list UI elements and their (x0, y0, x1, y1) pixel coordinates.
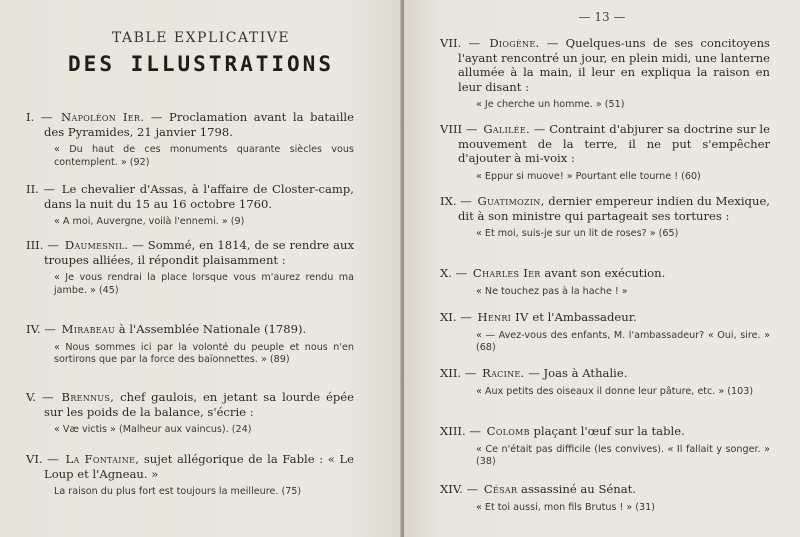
entry-name: Galilée. (483, 122, 530, 136)
entry-text: et l'Ambassadeur. (532, 310, 637, 324)
entry-name: La Fontaine, (65, 452, 140, 466)
entry-text: — Joas à Athalie. (528, 366, 628, 380)
entry-number: VI. — (26, 452, 59, 466)
table-title: TABLE EXPLICATIVE (111, 30, 291, 46)
entry-name: Racine. (482, 366, 525, 380)
entry-number: VIII — (440, 122, 478, 136)
entry-8 (440, 122, 770, 183)
entry-text: assassiné au Sénat. (521, 482, 636, 496)
entry-name: Daumesnil. (64, 238, 129, 252)
entry-quote: « Nous sommes ici par la volonté du peuple et nous n'en sortirons que par la force des baïonnettes. » (89) (54, 341, 354, 365)
page-number: — 13 — (578, 10, 626, 24)
entry-number: VII. — (440, 36, 481, 50)
entry-text: — Quelques-uns de ses concitoyens l'ayant rencontré un jour, en plein midi, une lanterne allumée à la main, il leur en expliqua la raison en leur disant : (458, 36, 771, 94)
right-page (404, 0, 800, 537)
entry-text: Le chevalier d'Assas, à l'affaire de Closter-camp, dans la nuit du 15 au 16 octobre 1760. (44, 182, 354, 211)
entry-11 (440, 310, 770, 355)
entry-text: — Proclamation avant la bataille des Pyramides, 21 janvier 1798. (44, 110, 354, 139)
entry-number: XII. — (440, 366, 477, 380)
entry-text: — Sommé, en 1814, de se rendre aux troupes alliées, il répondit plaisamment : (44, 238, 354, 267)
entry-quote: « Je vous rendrai la place lorsque vous m'aurez rendu ma jambe. » (45) (54, 272, 354, 296)
entry-5 (26, 390, 354, 437)
table-heading: DES ILLUSTRATIONS (68, 52, 334, 76)
entry-name: Guatimozin, (477, 194, 545, 208)
entry-name: Charles Ier (472, 266, 541, 280)
entry-12 (440, 366, 770, 398)
entry-quote: La raison du plus fort est toujours la meilleure. (75) (54, 486, 302, 497)
entry-3 (26, 238, 354, 297)
entry-name: Henri IV (477, 310, 529, 324)
entry-quote: « Ce n'était pas difficile (les convives). « Il fallait y songer. » (38) (476, 443, 770, 467)
entry-number: III. — (26, 238, 59, 252)
entry-quote: « A moi, Auvergne, voilà l'ennemi. » (9) (54, 216, 245, 227)
entry-10 (440, 266, 770, 298)
entry-4 (26, 322, 354, 367)
entry-text: sujet allégorique de la Fable : « Le Loup et l'Agneau. » (44, 452, 355, 481)
entry-text: plaçant l'œuf sur la table. (533, 424, 685, 438)
entry-quote: « Du haut de ces monuments quarante siècles vous contemplent. » (92) (54, 144, 354, 168)
entry-quote: « Eppur si muove! » Pourtant elle tourne ! (60) (476, 170, 701, 182)
entry-14 (440, 482, 770, 514)
entry-name: Brennus, (61, 390, 115, 404)
entry-number: I. — (26, 110, 53, 124)
entry-text: chef gaulois, en jetant sa lourde épée sur les poids de la balance, s'écrie : (44, 390, 355, 419)
entry-9 (440, 194, 770, 241)
entry-number: XIII. — (440, 424, 481, 438)
entry-number: X. — (440, 266, 468, 280)
entry-7 (440, 36, 770, 112)
entry-text: dernier empereur indien du Mexique, dit à son ministre qui partageait ses tortures : (458, 194, 770, 223)
entry-number: V. — (26, 390, 54, 404)
entry-number: IV. — (26, 322, 56, 336)
entry-name: Diogène. (489, 36, 540, 50)
entry-name: César (483, 482, 518, 496)
entry-number: II. — (26, 182, 56, 196)
entry-quote: « Ne touchez pas à la hache ! » (476, 285, 628, 297)
entry-text: — Contraint d'abjurer sa doctrine sur le mouvement de la terre, il ne put s'empêcher d'ajouter à mi-voix : (458, 122, 771, 165)
entry-name: Colomb (486, 424, 530, 438)
entry-1 (26, 110, 354, 169)
entry-name: Mirabeau (61, 322, 116, 336)
entry-quote: « Je cherche un homme. » (51) (476, 99, 625, 110)
entry-name: Napoléon Ier. (61, 110, 145, 124)
entry-number: XI. — (440, 310, 472, 324)
entry-quote: « Et moi, suis-je sur un lit de roses? » (65) (476, 228, 679, 239)
entry-2 (26, 182, 354, 229)
entry-quote: « Aux petits des oiseaux il donne leur pâture, etc. » (103) (476, 385, 754, 397)
entry-number: IX. — (440, 194, 472, 208)
entry-number: XIV. — (440, 482, 479, 496)
entry-quote: « Væ victis » (Malheur aux vaincus). (24) (54, 424, 252, 435)
entry-6 (26, 452, 354, 499)
entry-quote: « Et toi aussi, mon fils Brutus ! » (31) (476, 501, 655, 513)
entry-text: avant son exécution. (544, 266, 666, 280)
entry-13 (440, 424, 770, 469)
entry-text: à l'Assemblée Nationale (1789). (118, 322, 307, 336)
entry-quote: « — Avez-vous des enfants, M. l'ambassadeur? « Oui, sire. » (68) (476, 329, 770, 353)
